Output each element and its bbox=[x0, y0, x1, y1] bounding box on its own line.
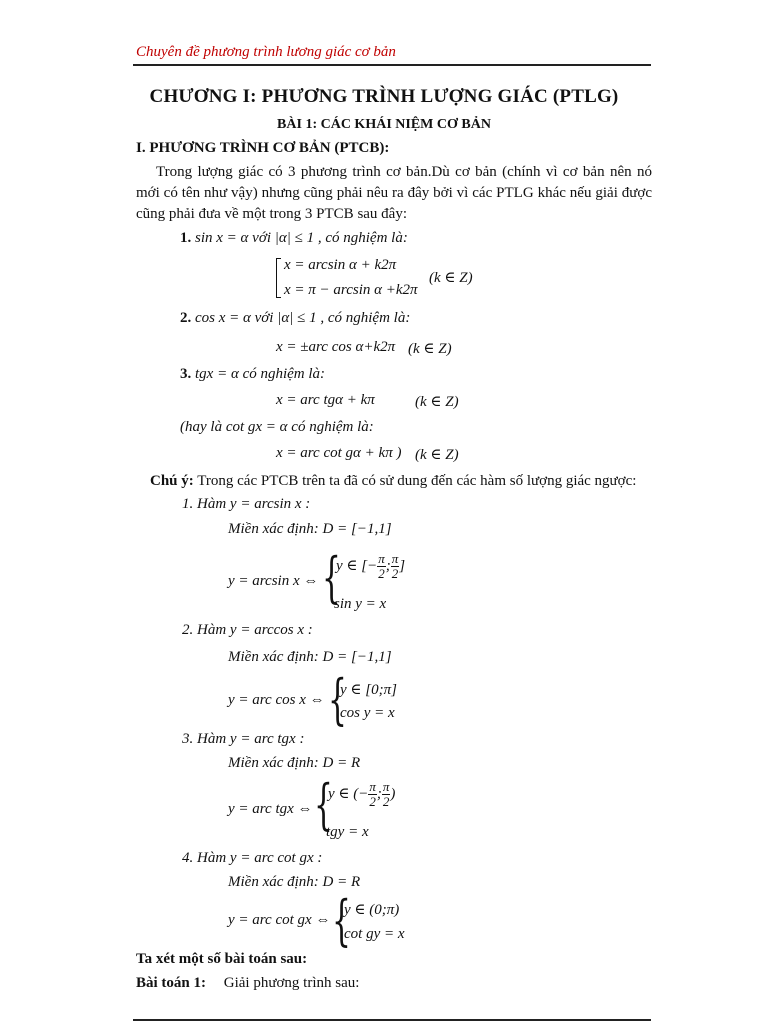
func3-frac-left bbox=[368, 780, 377, 809]
eq1-number: 1. bbox=[180, 230, 192, 246]
intro-paragraph: Trong lượng giác có 3 phương trình cơ bản.Dù cơ bản (chính vì cơ bản nên nó mới có tên như vậy) nhưng cũng phải nêu ra đây bởi vì các PTLG khác nếu giải được cũng phải đưa về một trong 3 PTCB sau đây: bbox=[136, 164, 652, 222]
func1-frac-left bbox=[377, 552, 386, 581]
eq1-statement bbox=[180, 230, 408, 247]
eq2-number: 2. bbox=[180, 310, 192, 326]
eq2-k-domain: (k ∈ Z) bbox=[408, 341, 452, 357]
func1-frac-right-den: 2 bbox=[391, 566, 399, 581]
eq1-solution-1: x = arcsin α + k2π bbox=[284, 257, 397, 273]
func3-domain: Miền xác định: D = R bbox=[228, 755, 361, 771]
chapter-title: CHƯƠNG I: PHƯƠNG TRÌNH LƯỢNG GIÁC (PTLG) bbox=[149, 86, 619, 107]
eq2-solution: x = ±arc cos α+k2π bbox=[276, 339, 396, 355]
eq3-statement bbox=[180, 366, 325, 383]
func1-frac-right-num: π bbox=[391, 551, 399, 566]
func3-range-close: ) bbox=[390, 785, 396, 802]
func3-frac-left-num: π bbox=[369, 779, 376, 794]
eq1-k-domain: (k ∈ Z) bbox=[429, 270, 473, 286]
func1-frac-left-num: π bbox=[378, 551, 385, 566]
func3-range-open: y ∈ (− bbox=[328, 785, 369, 802]
note-label: Chú ý: bbox=[150, 473, 194, 489]
func4-relation: cot gy = x bbox=[344, 926, 405, 942]
problem-1-label: Bài toán 1: bbox=[136, 975, 207, 991]
func2-range: y ∈ [0;π] bbox=[340, 682, 397, 698]
eq1-solution-2: x = π − arcsin α +k2π bbox=[284, 282, 418, 298]
lesson-title: BÀI 1: CÁC KHÁI NIỆM CƠ BẢN bbox=[277, 117, 491, 132]
func3-lhs: y = arc tgx ⇔ bbox=[228, 801, 313, 817]
eq3-number: 3. bbox=[180, 366, 192, 382]
func1-range-close: ] bbox=[399, 557, 406, 574]
func2-lhs: y = arc cos x ⇔ bbox=[228, 692, 325, 708]
func1-brace: { bbox=[322, 546, 341, 609]
eq1-bracket bbox=[276, 258, 277, 298]
eq3-alt-k-domain: (k ∈ Z) bbox=[415, 447, 459, 463]
func2-brace: { bbox=[328, 668, 347, 731]
func1-range bbox=[336, 552, 405, 581]
section-heading: I. PHƯƠNG TRÌNH CƠ BẢN (PTCB): bbox=[136, 140, 390, 156]
footer-rule bbox=[133, 1019, 651, 1021]
func1-frac-right bbox=[391, 552, 400, 581]
header-rule bbox=[133, 64, 651, 66]
func3-frac-right-num: π bbox=[382, 779, 390, 794]
func1-heading: 1. Hàm y = arcsin x : bbox=[182, 496, 311, 512]
eq2-condition: cos x = α với |α| ≤ 1 , có nghiệm là: bbox=[195, 310, 411, 326]
func3-heading: 3. Hàm y = arc tgx : bbox=[182, 731, 305, 747]
func2-domain: Miền xác định: D = [−1,1] bbox=[228, 649, 392, 665]
func3-range bbox=[328, 780, 395, 809]
func1-lhs: y = arcsin x ⇔ bbox=[228, 573, 319, 589]
func2-heading: 2. Hàm y = arccos x : bbox=[182, 622, 313, 638]
eq1-condition: sin x = α với |α| ≤ 1 , có nghiệm là: bbox=[195, 230, 408, 246]
eq3-condition: tgx = α có nghiệm là: bbox=[195, 366, 326, 382]
func3-relation: tgy = x bbox=[326, 824, 369, 840]
func3-brace: { bbox=[314, 773, 333, 836]
note bbox=[150, 473, 636, 490]
func1-range-sep: ; bbox=[385, 557, 391, 574]
eq2-statement bbox=[180, 310, 410, 327]
func1-range-open: y ∈ [− bbox=[336, 557, 378, 574]
func3-frac-left-den: 2 bbox=[369, 794, 376, 809]
eq3-solution: x = arc tgα + kπ bbox=[276, 392, 375, 408]
eq3-alt-statement: (hay là cot gx = α có nghiệm là: bbox=[180, 419, 374, 435]
func1-relation: sin y = x bbox=[334, 596, 387, 612]
func4-brace: { bbox=[332, 889, 351, 952]
problem-1-text: Giải phương trình sau: bbox=[223, 975, 360, 991]
closing-heading: Ta xét một số bài toán sau: bbox=[136, 951, 308, 967]
func4-range: y ∈ (0;π) bbox=[344, 902, 400, 918]
eq3-alt-solution: x = arc cot gα + kπ ) bbox=[276, 445, 402, 461]
note-text: Trong các PTCB trên ta đã có sử dung đến các hàm số lượng giác ngược: bbox=[193, 473, 637, 489]
running-header: Chuyên đề phương trình lương giác cơ bản bbox=[136, 44, 396, 60]
func4-lhs: y = arc cot gx ⇔ bbox=[228, 912, 331, 928]
func2-relation: cos y = x bbox=[340, 705, 395, 721]
func4-domain: Miền xác định: D = R bbox=[228, 874, 361, 890]
func1-domain: Miền xác định: D = [−1,1] bbox=[228, 521, 392, 537]
func3-range-sep: ; bbox=[376, 785, 382, 802]
func4-heading: 4. Hàm y = arc cot gx : bbox=[182, 850, 323, 866]
problem-1 bbox=[136, 975, 359, 992]
func3-frac-right-den: 2 bbox=[382, 794, 390, 809]
eq3-k-domain: (k ∈ Z) bbox=[415, 394, 459, 410]
func1-frac-left-den: 2 bbox=[378, 566, 385, 581]
